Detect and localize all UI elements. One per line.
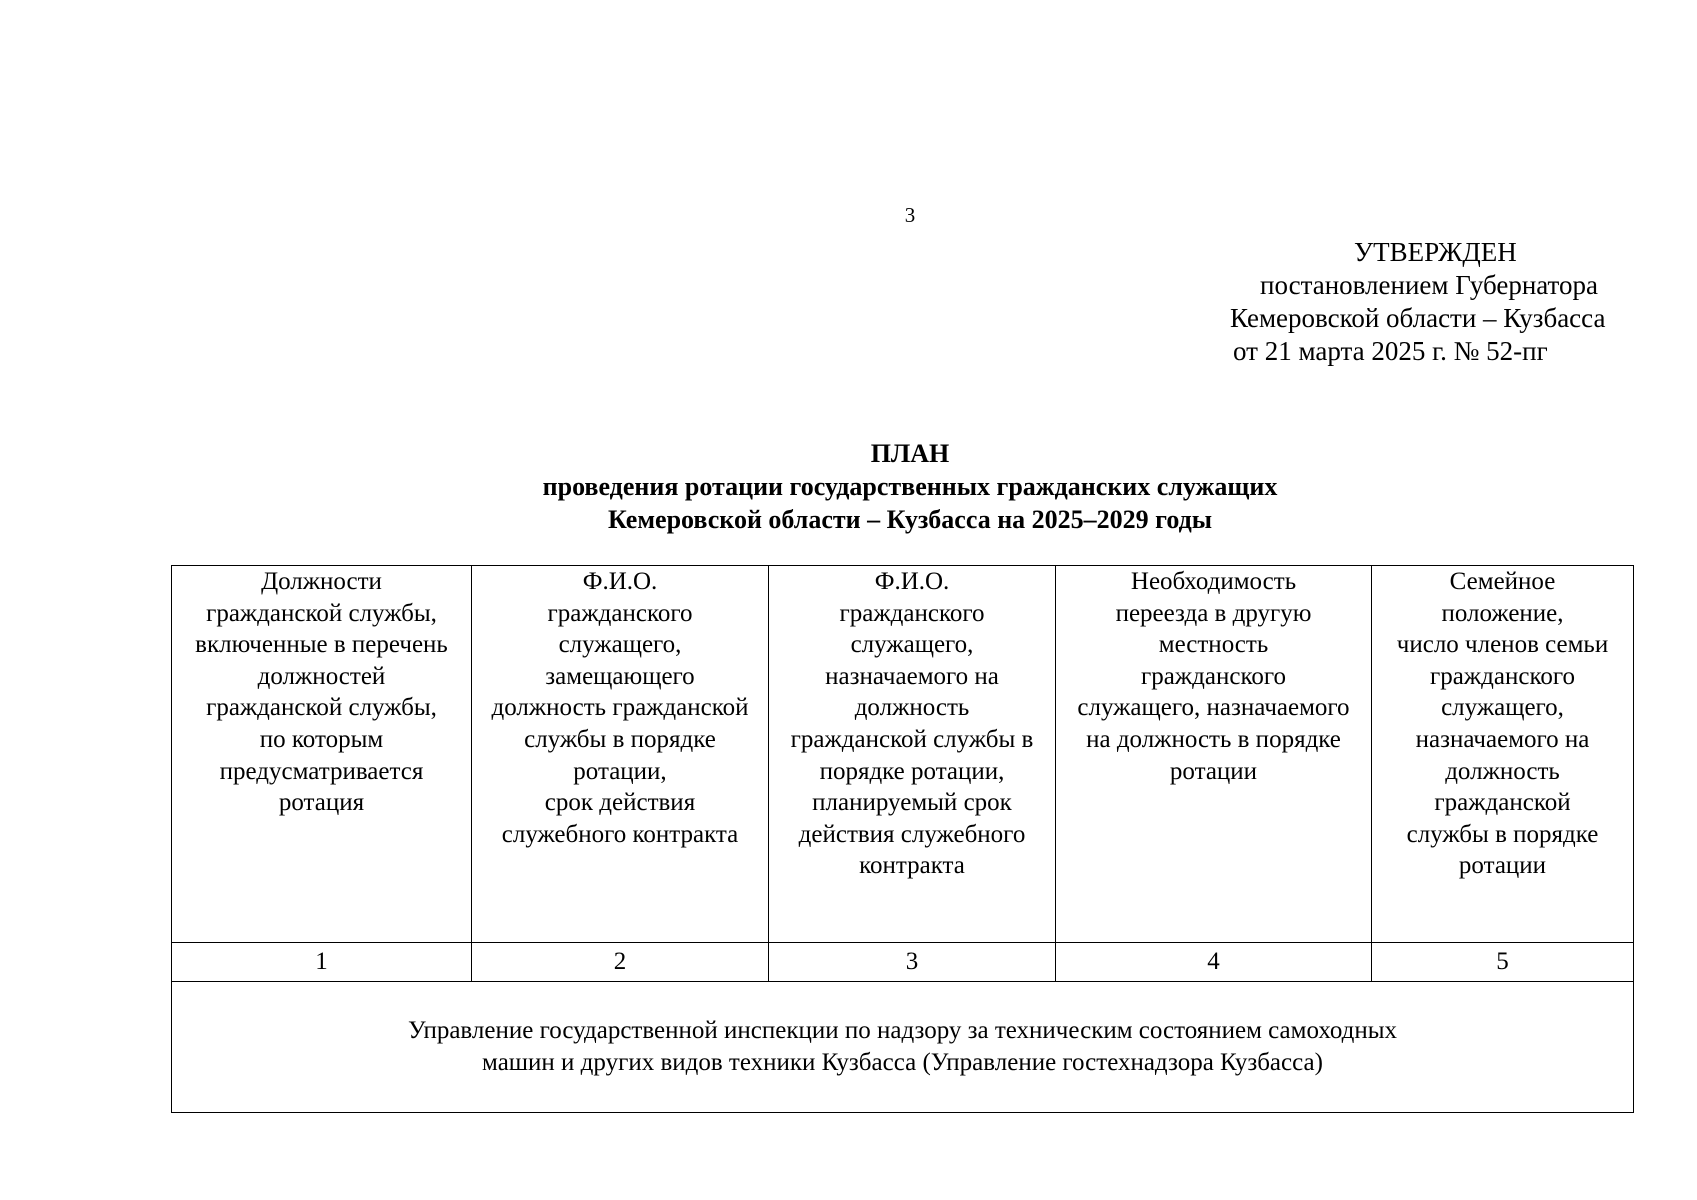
page-number: 3 — [904, 203, 916, 227]
approval-line-approved: УТВЕРЖДЕН — [1354, 237, 1517, 267]
header-relocation: Необходимость переезда в другую местность гражданского служащего, назначаемого на должность в порядке ротации — [1077, 568, 1350, 785]
table-header-row — [172, 566, 1634, 943]
title-region-period: Кемеровской области – Кузбасса на 2025–2029 годы — [607, 505, 1213, 534]
header-family-status: Семейное положение, число членов семьи гражданского служащего, назначаемого на должность гражданской службы в порядке ротации — [1396, 568, 1609, 880]
document-title — [0, 437, 1697, 536]
rotation-plan-table — [171, 565, 1634, 1113]
header-cell — [472, 566, 769, 943]
column-number: 5 — [1372, 943, 1634, 982]
title-subject: проведения ротации государственных гражданских служащих — [542, 472, 1278, 501]
department-cell — [172, 982, 1634, 1113]
header-positions: Должности гражданской службы, включенные в перечень должностей гражданской службы, по которым предусматривается ротация — [195, 568, 448, 817]
column-number-row — [172, 943, 1634, 982]
column-number: 1 — [172, 943, 472, 982]
department-row — [172, 982, 1634, 1113]
header-cell — [769, 566, 1056, 943]
header-appointed-employee: Ф.И.О. гражданского служащего, назначаемого на должность гражданской службы в порядке ротации, планируемый срок действия служебного контракта — [790, 568, 1034, 880]
header-current-employee: Ф.И.О. гражданского служащего, замещающего должность гражданской службы в порядке ротации, срок действия служебного контракта — [491, 568, 749, 848]
header-cell — [1372, 566, 1634, 943]
approval-line-region: Кемеровской области – Кузбасса — [1230, 303, 1606, 333]
header-cell — [172, 566, 472, 943]
approval-line-date: от 21 марта 2025 г. № 52-пг — [1233, 336, 1548, 366]
department-name: Управление государственной инспекции по надзору за техническим состоянием самоходных машин и других видов техники Кузбасса (Управление гостехнадзора Кузбасса) — [407, 1017, 1398, 1076]
header-cell — [1056, 566, 1372, 943]
column-number: 3 — [769, 943, 1056, 982]
column-number: 4 — [1056, 943, 1372, 982]
approval-stamp — [1230, 236, 1650, 368]
column-number: 2 — [472, 943, 769, 982]
approval-line-decree: постановлением Губернатора — [1260, 270, 1598, 300]
title-plan: ПЛАН — [870, 439, 950, 468]
